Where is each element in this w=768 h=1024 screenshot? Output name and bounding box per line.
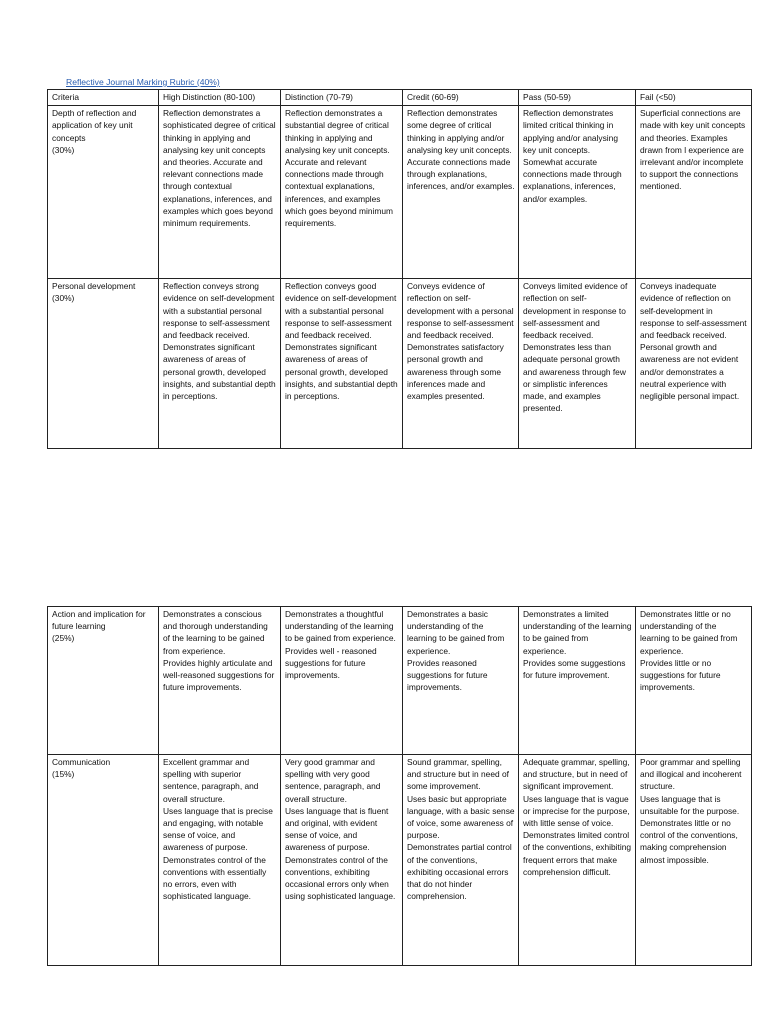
- rubric-cell: Very good grammar and spelling with very good sentence, paragraph, and overall structure. Uses language that is fluent and original, with evident sense of voice, and awareness of purpose. Demonstrates control of the conventions, exhibiting occasional errors only when using sophisticated language.: [281, 755, 403, 966]
- criteria-cell: Action and implication for future learning (25%): [48, 607, 159, 755]
- header-fail: Fail (<50): [636, 90, 752, 106]
- rubric-cell: Superficial connections are made with key unit concepts and theories. Examples drawn from l experience are irrelevant and/or incomplete to support the connections mentioned.: [636, 106, 752, 279]
- rubric-title: Reflective Journal Marking Rubric (40%): [66, 77, 220, 87]
- rubric-cell: Excellent grammar and spelling with superior sentence, paragraph, and overall structure. Uses language that is precise and engaging, with notable sense of voice, and awareness of purpose. Demonstrates control of the conventions with essentially no errors, even with sophisticated language.: [159, 755, 281, 966]
- rubric-table-page-2: [47, 606, 752, 966]
- rubric-cell: Conveys evidence of reflection on self-development with a personal response to self-assessment and feedback received. Demonstrates satisfactory personal growth and awareness through some inferences made and examples presented.: [403, 279, 519, 449]
- header-credit: Credit (60-69): [403, 90, 519, 106]
- header-pass: Pass (50-59): [519, 90, 636, 106]
- table-row: [48, 106, 752, 279]
- rubric-cell: Demonstrates a conscious and thorough understanding of the learning to be gained from experience. Provides highly articulate and well-reasoned suggestions for future improvements.: [159, 607, 281, 755]
- criteria-cell: Personal development (30%): [48, 279, 159, 449]
- rubric-cell: Demonstrates a basic understanding of the learning to be gained from experience. Provides reasoned suggestions for future improvements.: [403, 607, 519, 755]
- header-criteria: Criteria: [48, 90, 159, 106]
- rubric-cell: Adequate grammar, spelling, and structure, but in need of significant improvement. Uses language that is vague or imprecise for the purpose, with little sense of voice. Demonstrates limited control of the conventions, exhibiting frequent errors that make comprehension difficult.: [519, 755, 636, 966]
- table-row: [48, 755, 752, 966]
- header-row: [48, 90, 752, 106]
- rubric-table-page-1: [47, 89, 752, 449]
- criteria-cell: Depth of reflection and application of key unit concepts (30%): [48, 106, 159, 279]
- rubric-cell: Reflection demonstrates limited critical thinking in applying and/or analysing key unit concepts. Somewhat accurate connections made through explanations, inferences, and/or examples.: [519, 106, 636, 279]
- rubric-cell: Demonstrates a thoughtful understanding of the learning to be gained from experience. Provides well - reasoned suggestions for future improvements.: [281, 607, 403, 755]
- rubric-cell: Reflection conveys strong evidence on self-development with a substantial personal response to self-assessment and feedback received. Demonstrates significant awareness of areas of personal growth, developed insights, and substantial depth in perceptions.: [159, 279, 281, 449]
- header-distinction: Distinction (70-79): [281, 90, 403, 106]
- rubric-cell: Poor grammar and spelling and illogical and incoherent structure. Uses language that is unsuitable for the purpose. Demonstrates little or no control of the conventions, making comprehension almost impossible.: [636, 755, 752, 966]
- rubric-cell: Demonstrates a limited understanding of the learning to be gained from experience. Provides some suggestions for future improvement.: [519, 607, 636, 755]
- rubric-cell: Sound grammar, spelling, and structure but in need of some improvement. Uses basic but appropriate language, with a basic sense of voice, some awareness of purpose. Demonstrates partial control of the conventions, exhibiting occasional errors that do not hinder comprehension.: [403, 755, 519, 966]
- rubric-cell: Reflection conveys good evidence on self-development with a substantial personal response to self-assessment and feedback received. Demonstrates significant awareness of areas of personal growth, developed insights, and substantial depth in perceptions.: [281, 279, 403, 449]
- criteria-cell: Communication (15%): [48, 755, 159, 966]
- rubric-cell: Reflection demonstrates some degree of critical thinking in applying and/or analysing key unit concepts. Accurate connections made through explanations, inferences, and/or examples.: [403, 106, 519, 279]
- rubric-cell: Conveys limited evidence of reflection on self-development in response to self-assessment and feedback received. Demonstrates less than adequate personal growth and awareness through few or simplistic inferences made, and examples presented.: [519, 279, 636, 449]
- header-high-distinction: High Distinction (80-100): [159, 90, 281, 106]
- rubric-cell: Reflection demonstrates a substantial degree of critical thinking in applying and analysing key unit concepts. Accurate and relevant connections made through contextual explanations, inferences, and examples which goes beyond minimum requirements.: [281, 106, 403, 279]
- rubric-cell: Demonstrates little or no understanding of the learning to be gained from experience. Provides little or no suggestions for future improvements.: [636, 607, 752, 755]
- table-row: [48, 279, 752, 449]
- table-row: [48, 607, 752, 755]
- rubric-cell: Conveys inadequate evidence of reflection on self-development in response to self-assessment and feedback received. Personal growth and awareness are not evident and/or demonstrates a neutral experience with negligible personal impact.: [636, 279, 752, 449]
- rubric-cell: Reflection demonstrates a sophisticated degree of critical thinking in applying and analysing key unit concepts and theories. Accurate and relevant connections made through contextual explanations, inferences, and examples which goes beyond minimum requirements.: [159, 106, 281, 279]
